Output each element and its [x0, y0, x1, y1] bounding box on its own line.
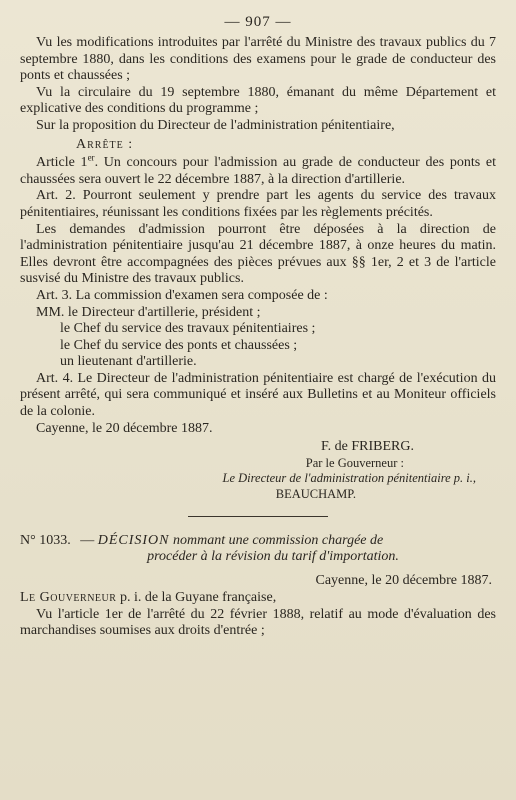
decision-title-rest: nommant une commission chargée de [173, 532, 384, 548]
decision-dash: — [80, 532, 95, 548]
arrete-body [20, 35, 496, 437]
decision-title-word: DÉCISION [97, 532, 170, 548]
signature-by-line: Par le Gouverneur : [305, 455, 404, 470]
article-2-continued: Les demandes d'admission pourront être déposées à la direction de l'administration pénitentiaire jusqu'au 21 décembre 1887, à onze heures du matin. Elles devront être accompagnées des pièces prévues aux §§ 1er, 2 et 3 de l'article susvisé du Ministre des travaux publics. [20, 221, 496, 287]
commission-member-2: le Chef du service des travaux pénitentiaires ; [60, 321, 316, 337]
decision-body [20, 590, 496, 640]
signature-beauchamp: BEAUCHAMP. [275, 486, 356, 501]
arrete-label: Arrête : [76, 136, 134, 152]
decision-number: N° 1033. [20, 532, 71, 548]
gouverneur-rest: p. i. de la Guyane française, [119, 590, 277, 606]
decision-vu-paragraph: Vu l'article 1er de l'arrêté du 22 février 1888, relatif au mode d'évaluation des marchandises soumises aux droits d'entrée ; [20, 606, 496, 639]
signature-role: Le Directeur de l'administration pénitentiaire p. i., [222, 470, 476, 485]
preamble-paragraph-3: Sur la proposition du Directeur de l'administration pénitentiaire, [36, 117, 395, 133]
article-3-label: Art. 3. [36, 287, 73, 303]
decision-date: Cayenne, le 20 décembre 1887. [315, 573, 492, 589]
preamble-paragraph-2: Vu la circulaire du 19 septembre 1880, émanant du même Département et explicative des conditions du programme ; [20, 84, 496, 117]
article-2 [20, 188, 496, 221]
decision-heading [20, 533, 496, 566]
date-cayenne: Cayenne, le 20 décembre 1887. [36, 420, 213, 436]
gouverneur-line [20, 590, 496, 607]
section-divider [188, 516, 328, 517]
commission-member-1: MM. le Directeur d'artillerie, président ; [36, 304, 261, 320]
article-1-label: Article 1 [36, 155, 88, 171]
preamble-paragraph-1: Vu les modifications introduites par l'arrêté du Ministre des travaux publics du 7 septembre 1880, dans les conditions des examens pour le grade de conducteur des ponts et chaussées ; [20, 35, 496, 84]
article-1 [20, 152, 496, 188]
article-1-sup: er [87, 152, 95, 163]
article-2-text: Pourront seulement y prendre part les agents du service des travaux pénitentiaires, réunissant les conditions fixées par les règlements précités. [20, 188, 496, 220]
decision-title-line2: procéder à la révision du tarif d'importation. [147, 549, 399, 565]
commission-member-4: un lieutenant d'artillerie. [60, 354, 197, 370]
page-number: — 907 — [224, 14, 292, 30]
article-3 [20, 288, 496, 305]
article-3-text: La commission d'examen sera composée de : [72, 287, 328, 303]
article-2-label: Art. 2. [36, 188, 76, 204]
article-1-text: . Un concours pour l'admission au grade de conducteur des ponts et chaussées sera ouvert le 22 décembre 1887, à la direction d'artillerie. [20, 155, 496, 187]
gouverneur-prefix: Le Gouverneur [20, 590, 117, 606]
signature-friberg: F. de FRIBERG. [320, 439, 414, 455]
article-4: Art. 4. Le Directeur de l'administration pénitentiaire est chargé de l'exécution du présent arrêté, qui sera communiqué et inséré aux Bulletins et au Moniteur officiels de la colonie. [20, 370, 496, 420]
commission-member-3: le Chef du service des ponts et chaussées ; [60, 337, 298, 353]
